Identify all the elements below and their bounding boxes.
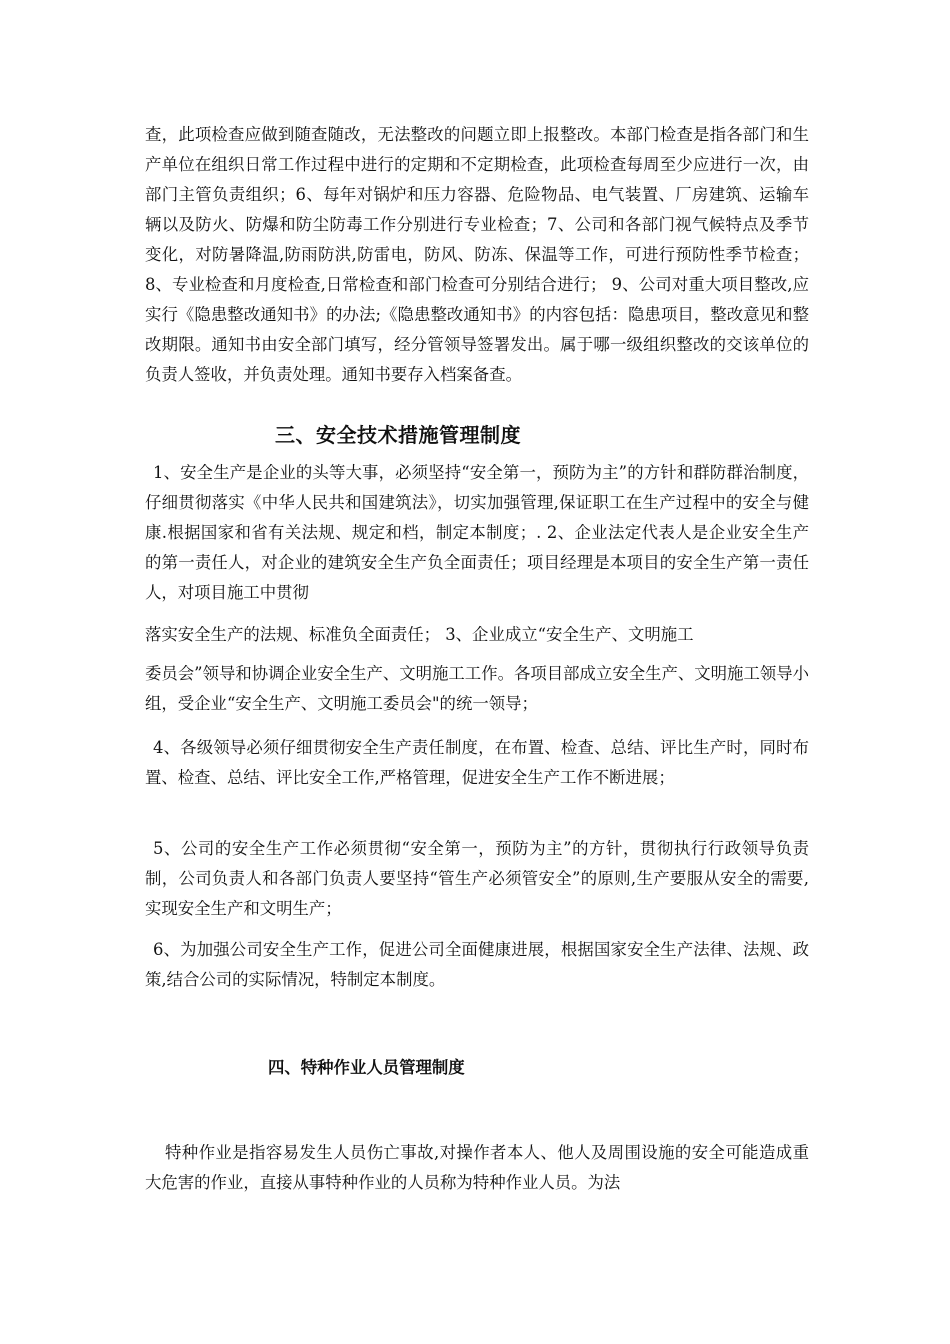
- section-3-heading: 三、安全技术措施管理制度: [275, 423, 521, 447]
- section-3-paragraph-3: 委员会”领导和协调企业安全生产、文明施工工作。各项目部成立安全生产、文明施工领导小组，受企业“安全生产、文明施工委员会"的统一领导；: [145, 664, 810, 713]
- intro-paragraph: 查，此项检查应做到随查随改，无法整改的问题立即上报整改。本部门检查是指各部门和生产单位在组织日常工作过程中进行的定期和不定期检查，此项检查每周至少应进行一次，由部门主管负责组织；6、每年对锅炉和压力容器、危险物品、电气装置、厂房建筑、运输车辆以及防火、防爆和防尘防毒工作分别进行专业检查；7、公司和各部门视气候特点及季节变化，对防暑降温,防雨防洪,防雷电，防风、防冻、保温等工作，可进行预防性季节检查； 8、专业检查和月度检查,日常检查和部门检查可分别结合进行； 9、公司对重大项目整改,应实行《隐患整改通知书》的办法;《隐患整改通知书》的内容包括：隐患项目，整改意见和整改期限。通知书由安全部门填写，经分管领导签署发出。属于哪一级组织整改的交该单位的负责人签收，并负责处理。通知书要存入档案备查。: [145, 125, 809, 384]
- section-3-paragraph-6: 6、为加强公司安全生产工作，促进公司全面健康进展，根据国家安全生产法律、法规、政策,结合公司的实际情况，特制定本制度。: [145, 940, 809, 989]
- section-3-paragraph-1: 1、安全生产是企业的头等大事，必须坚持“安全第一，预防为主”的方针和群防群治制度，仔细贯彻落实《中华人民共和国建筑法》，切实加强管理,保证职工在生产过程中的安全与健康.根据国家和省有关法规、规定和档，制定本制度；. 2、企业法定代表人是企业安全生产的第一责任人，对企业的建筑安全生产负全面责任；项目经理是本项目的安全生产第一责任人，对项目施工中贯彻: [145, 463, 809, 602]
- section-3-paragraph-4: 4、各级领导必须仔细贯彻安全生产责任制度，在布置、检查、总结、评比生产时，同时布置、检查、总结、评比安全工作,严格管理，促进安全生产工作不断进展；: [145, 738, 809, 787]
- section-4-paragraph-1: 特种作业是指容易发生人员伤亡事故,对操作者本人、他人及周围设施的安全可能造成重大危害的作业，直接从事特种作业的人员称为特种作业人员。为法: [145, 1143, 809, 1192]
- section-4-heading: 四、特种作业人员管理制度: [268, 1058, 465, 1077]
- section-3-paragraph-5: 5、公司的安全生产工作必须贯彻“安全第一，预防为主”的方针，贯彻执行行政领导负责制，公司负责人和各部门负责人要坚持“管生产必须管安全”的原则,生产要服从安全的需要,实现安全生产和文明生产；: [145, 839, 809, 918]
- section-3-paragraph-2: 落实安全生产的法规、标准负全面责任； 3、企业成立“安全生产、文明施工: [145, 625, 694, 644]
